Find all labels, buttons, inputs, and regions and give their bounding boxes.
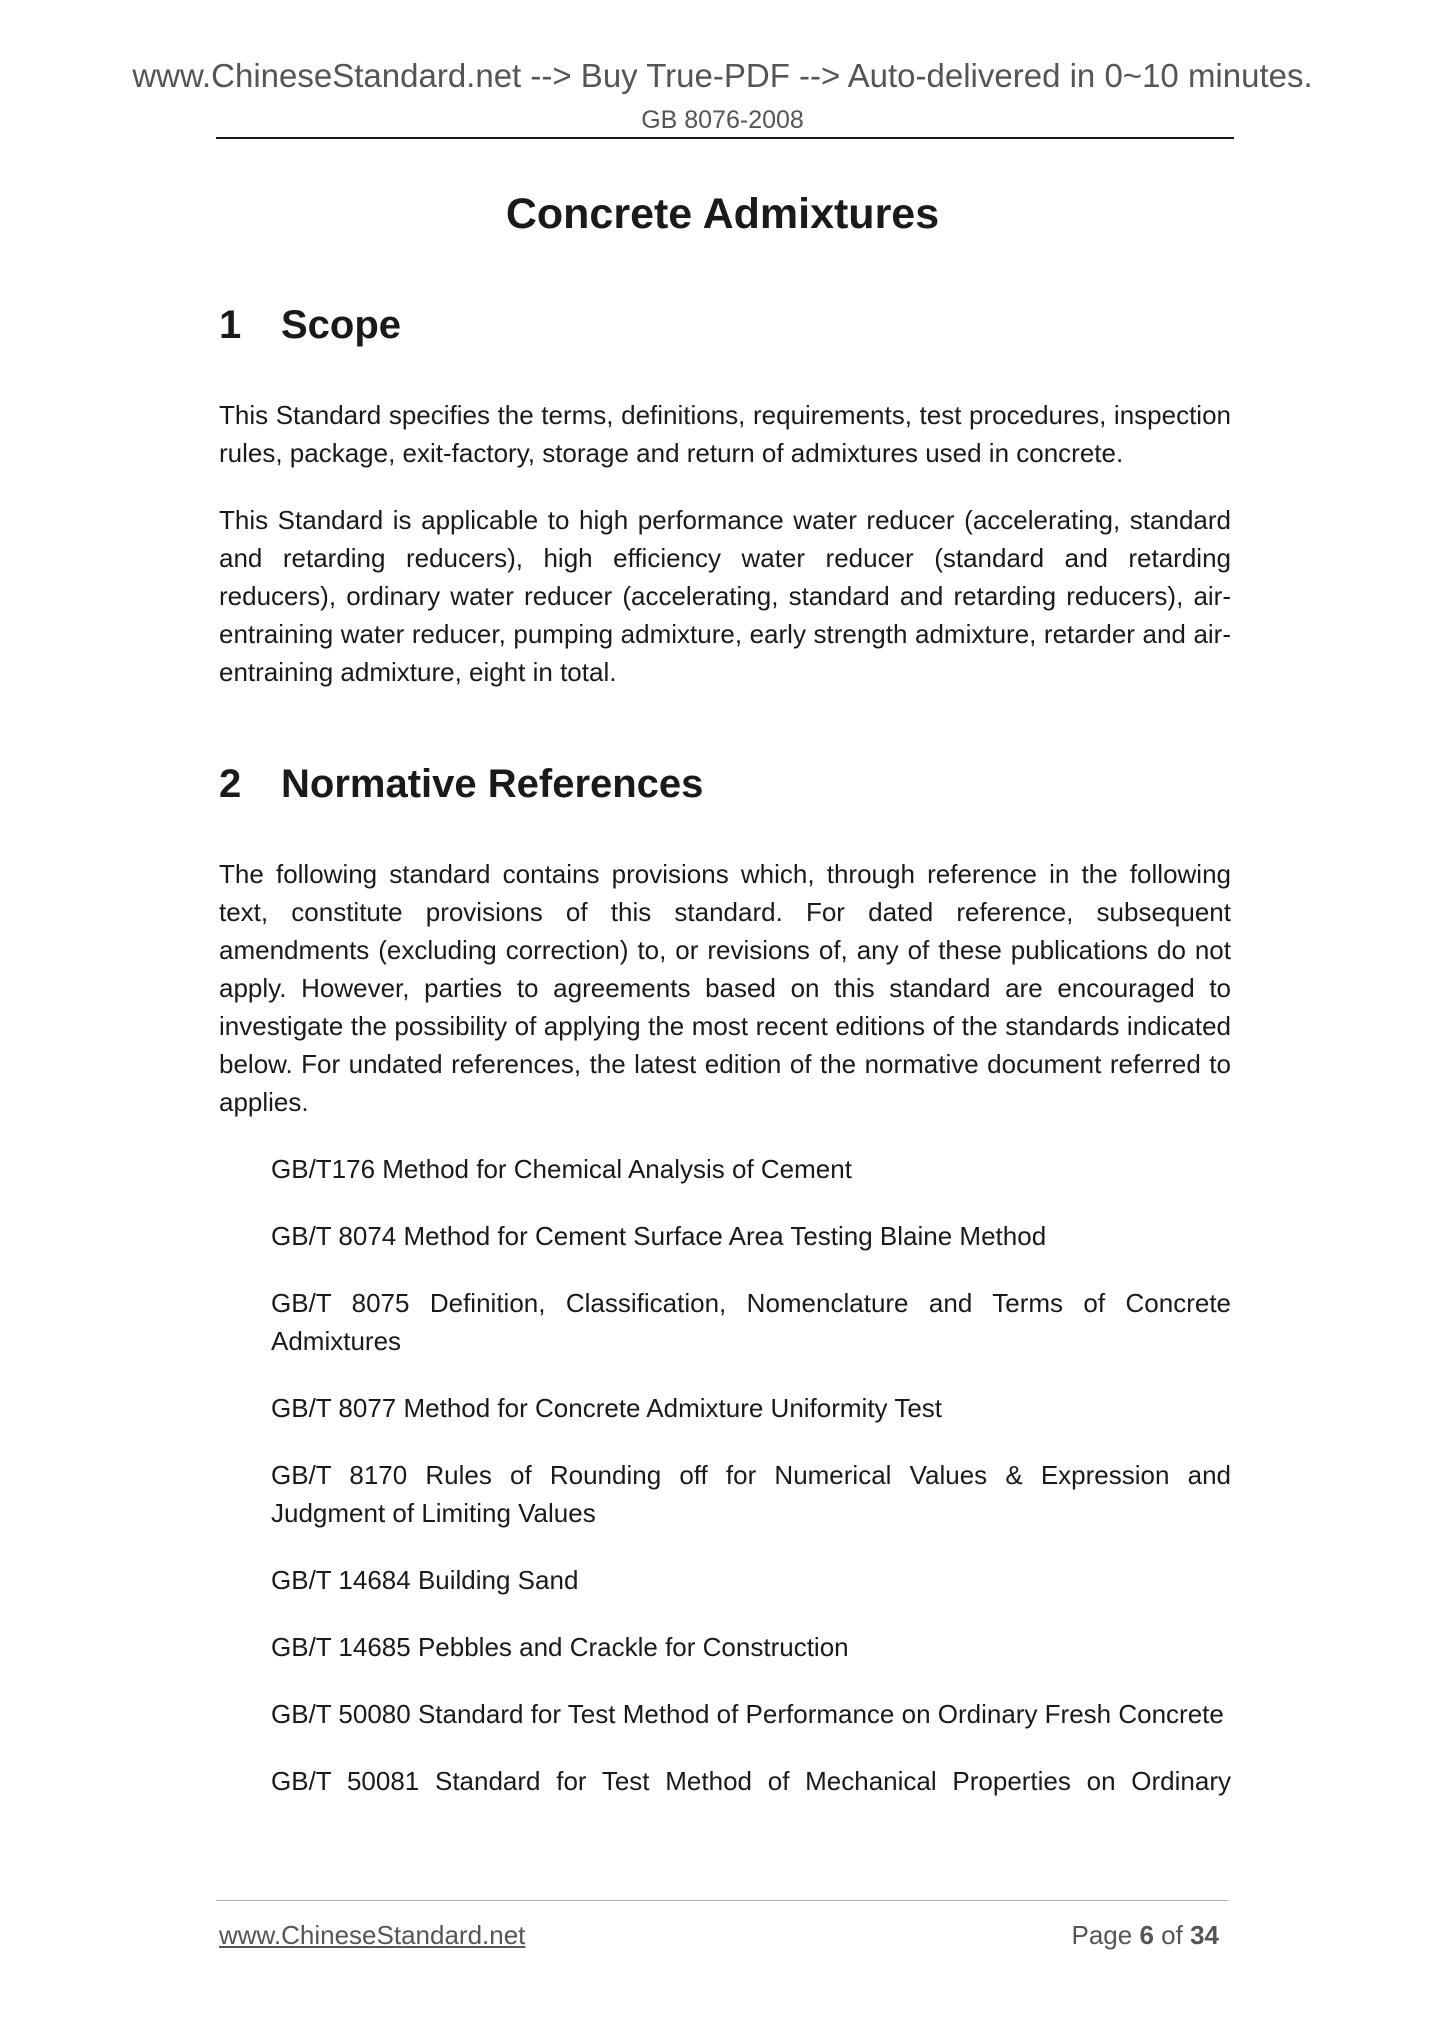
document-code: GB 8076-2008 [641,106,804,134]
reference-item: GB/T 14685 Pebbles and Crackle for Construction [271,1632,849,1662]
reference-item: GB/T 8170 Rules of Rounding off for Numerical Values & Expression and Judgment of Limiting Values [271,1460,1231,1528]
references-intro-paragraph: The following standard contains provisions which, through reference in the following text, constitute provisions of this standard. For dated reference, subsequent amendments (excluding correction) to, or revisions of, any of these publications do not apply. However, parties to agreements based on this standard are encouraged to investigate the possibility of applying the most recent editions of the standards indicated below. For undated references, the latest edition of the normative document referred to applies. [219,859,1231,1117]
section-heading-scope [219,300,1231,350]
reference-item: GB/T 50080 Standard for Test Method of Performance on Ordinary Fresh Concrete [271,1699,1224,1729]
scope-paragraph-1: This Standard specifies the terms, definitions, requirements, test procedures, inspection rules, package, exit-factory, storage and return of admixtures used in concrete. [219,400,1231,468]
reference-item: GB/T 50081 Standard for Test Method of Mechanical Properties on Ordinary [271,1766,1231,1796]
reference-item: GB/T 8075 Definition, Classification, Nomenclature and Terms of Concrete Admixtures [271,1288,1231,1356]
section-title: Scope [281,303,402,347]
section-title: Normative References [281,762,704,806]
reference-item: GB/T 8074 Method for Cement Surface Area Testing Blaine Method [271,1221,1047,1251]
header-divider [216,137,1234,139]
section-heading-normative-references [219,759,1231,809]
current-page-number: 6 [1139,1920,1154,1950]
document-body [219,300,1231,1800]
footer-site-link[interactable]: www.ChineseStandard.net [219,1920,526,1950]
scope-paragraph-2: This Standard is applicable to high performance water reducer (accelerating, standard and retarding reducers), high efficiency water reducer (standard and retarding reducers), ordinary water reducer (accelerating, standard and retarding reducers), air-entraining water reducer, pumping admixture, early strength admixture, retarder and air-entraining admixture, eight in total. [219,505,1231,687]
reference-item: GB/T 8077 Method for Concrete Admixture Uniformity Test [271,1393,942,1423]
page-of-label: of [1161,1920,1183,1950]
footer-divider [216,1900,1228,1901]
reference-item: GB/T 14684 Building Sand [271,1565,579,1595]
site-banner: www.ChineseStandard.net --> Buy True-PDF --> Auto-delivered in 0~10 minutes. [132,57,1313,94]
section-number: 2 [219,762,242,806]
page-label: Page [1071,1920,1133,1950]
section-number: 1 [219,303,242,347]
reference-item: GB/T176 Method for Chemical Analysis of Cement [271,1154,852,1184]
document-title: Concrete Admixtures [505,190,940,238]
total-pages-number: 34 [1190,1920,1219,1950]
page-indicator [1071,1918,1219,1952]
